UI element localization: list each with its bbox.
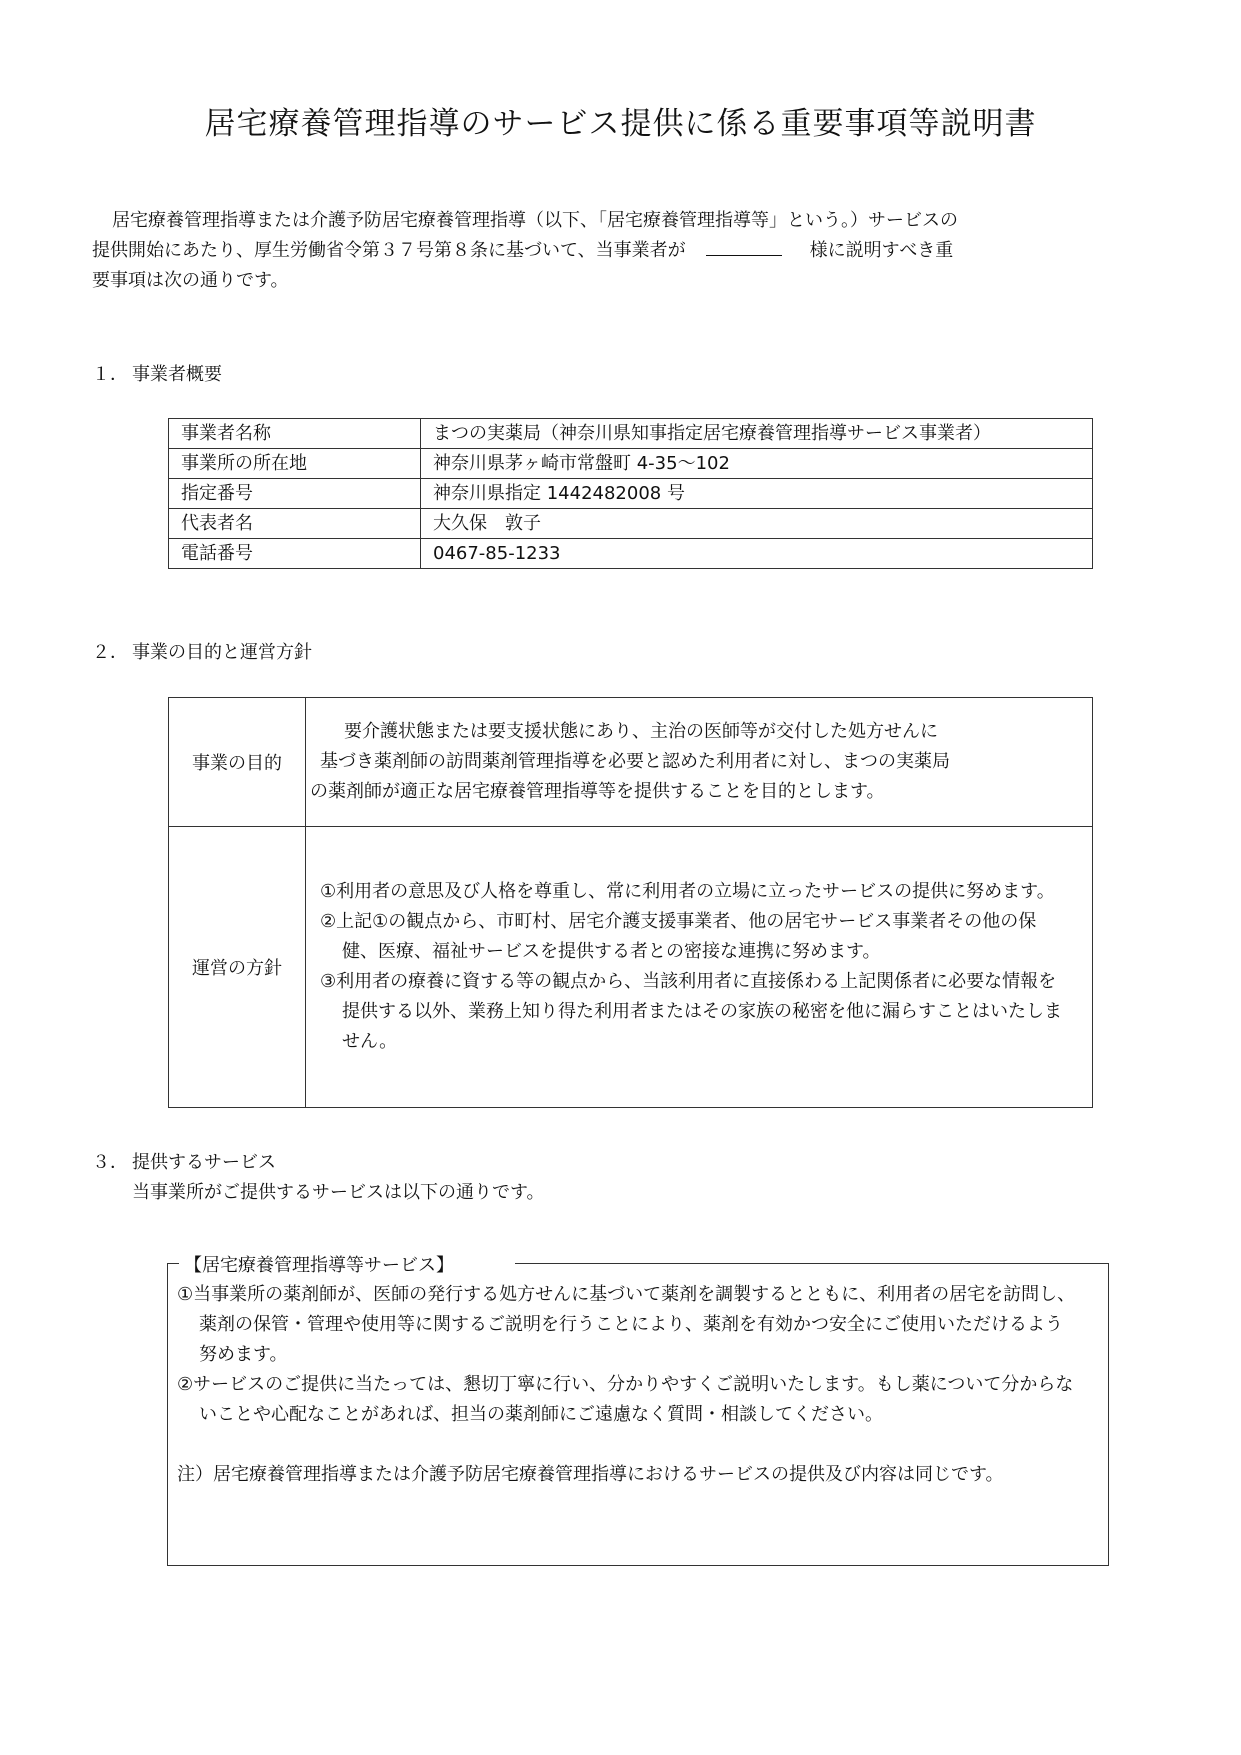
section2-heading xyxy=(92,638,312,664)
business-overview-table xyxy=(168,418,1093,569)
service-item-1: ①当事業所の薬剤師が、医師の発行する処方せんに基づいて薬剤を調製するとともに、利用者の居宅を訪問し、薬剤の保管・管理や使用等に関するご説明を行うことにより、薬剤を有効かつ安全にご使用いただけるよう努めます。 xyxy=(177,1284,1076,1365)
intro-line-2b: 様に説明すべき重 xyxy=(809,240,954,261)
row-value: まつの実薬局（神奈川県知事指定居宅療養管理指導サービス事業者） xyxy=(421,419,1093,449)
section2-title: 事業の目的と運営方針 xyxy=(132,642,312,663)
section1-title: 事業者概要 xyxy=(132,364,222,385)
purpose-line-3: の薬剤師が適正な居宅療養管理指導等を提供することを目的とします。 xyxy=(310,781,885,802)
table-row xyxy=(169,419,1093,449)
row-key: 指定番号 xyxy=(169,479,421,509)
table-row xyxy=(169,509,1093,539)
purpose-line-1: 要介護状態または要支援状態にあり、主治の医師等が交付した処方せんに xyxy=(344,721,938,742)
table-row xyxy=(169,539,1093,569)
intro-line-1: 居宅療養管理指導または介護予防居宅療養管理指導（以下、「居宅療養管理指導等」という。）サービスの xyxy=(112,210,958,231)
section3-heading xyxy=(92,1148,276,1174)
row-key: 事業所の所在地 xyxy=(169,449,421,479)
section2-number: ２． xyxy=(92,642,128,663)
page-title: 居宅療養管理指導のサービス提供に係る重要事項等説明書 xyxy=(204,106,1037,142)
policy-value xyxy=(306,827,1093,1108)
service-item-2: ②サービスのご提供に当たっては、懇切丁寧に行い、分かりやすくご説明いたします。もし薬について分からないことや心配なことがあれば、担当の薬剤師にご遠慮なく質問・相談してください。 xyxy=(177,1374,1074,1425)
intro-paragraph xyxy=(92,206,1152,296)
section3-title: 提供するサービス xyxy=(132,1152,276,1173)
service-box-body xyxy=(177,1280,1077,1490)
section3-subtext: 当事業所がご提供するサービスは以下の通りです。 xyxy=(132,1182,545,1203)
service-note: 注）居宅療養管理指導または介護予防居宅療養管理指導におけるサービスの提供及び内容は同じです。 xyxy=(177,1464,1004,1485)
row-value: 神奈川県茅ヶ崎市常盤町 4-35〜102 xyxy=(421,449,1093,479)
box-top-border-left xyxy=(167,1263,179,1264)
row-key: 代表者名 xyxy=(169,509,421,539)
box-top-border-right xyxy=(515,1263,1108,1264)
row-value: 0467-85-1233 xyxy=(421,539,1093,569)
policy-item-2: ②上記①の観点から、市町村、居宅介護支援事業者、他の居宅サービス事業者その他の保健、医療、福祉サービスを提供する者との密接な連携に努めます。 xyxy=(320,911,1037,962)
name-blank-field[interactable] xyxy=(706,239,782,256)
purpose-value xyxy=(306,698,1093,827)
purpose-line-2: 基づき薬剤師の訪問薬剤管理指導を必要と認めた利用者に対し、まつの実薬局 xyxy=(320,751,950,772)
intro-line-2 xyxy=(92,236,1152,266)
policy-key: 運営の方針 xyxy=(169,827,306,1108)
table-row xyxy=(169,698,1093,827)
table-row xyxy=(169,827,1093,1108)
section1-number: １． xyxy=(92,364,128,385)
policy-item-1: ①利用者の意思及び人格を尊重し、常に利用者の立場に立ったサービスの提供に努めます。 xyxy=(320,881,1055,902)
table-row xyxy=(169,449,1093,479)
row-value: 神奈川県指定 1442482008 号 xyxy=(421,479,1093,509)
row-key: 電話番号 xyxy=(169,539,421,569)
purpose-key: 事業の目的 xyxy=(169,698,306,827)
row-key: 事業者名称 xyxy=(169,419,421,449)
intro-line-3: 要事項は次の通りです。 xyxy=(92,270,289,291)
policy-item-3: ③利用者の療養に資する等の観点から、当該利用者に直接係わる上記関係者に必要な情報を提供する以外、業務上知り得た利用者またはその家族の秘密を他に漏らすことはいたしません。 xyxy=(320,971,1062,1052)
section1-heading xyxy=(92,360,222,386)
service-box-label: 【居宅療養管理指導等サービス】 xyxy=(184,1251,454,1277)
row-value: 大久保 敦子 xyxy=(421,509,1093,539)
table-row xyxy=(169,479,1093,509)
section3-number: ３． xyxy=(92,1152,128,1173)
intro-line-2a: 提供開始にあたり、厚生労働省令第３７号第８条に基づいて、当事業者が xyxy=(92,240,686,261)
purpose-policy-table xyxy=(168,697,1093,1108)
